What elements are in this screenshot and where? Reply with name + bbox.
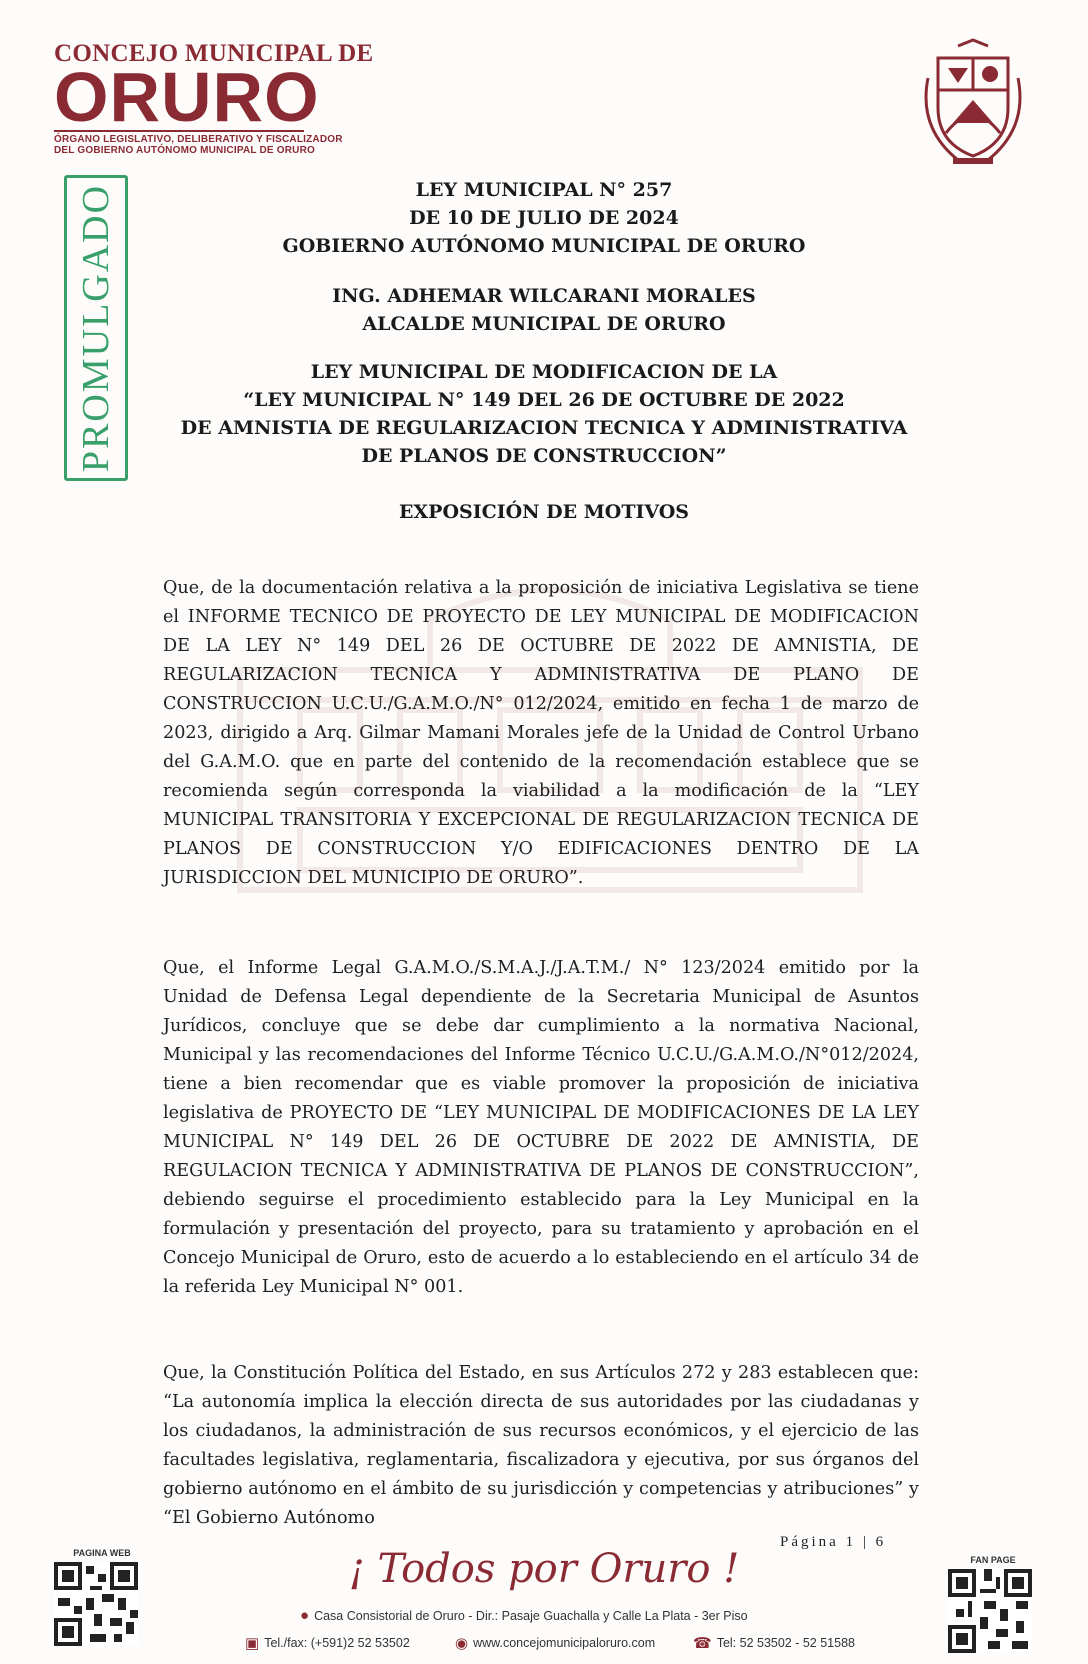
footer-telfax	[245, 1634, 410, 1652]
paragraph-1: Que, de la documentación relativa a la proposición de iniciativa Legislativa se tiene el INFORME TECNICO DE PROYECTO DE LEY MUNICIPAL DE MODIFICACION DE LA LEY N° 149 DEL 26 DE OCTUBRE DE 2022 DE AMNISTIA, DE REGULARIZACION TECNICA Y ADMINISTRATIVA DE PLANO DE CONSTRUCCION U.C.U./G.A.M.O./N° 012/2024, emitido en fecha 1 de marzo de 2023, dirigido a Arq. Gilmar Mamani Morales jefe de la Unidad de Control Urbano del G.A.M.O. que en parte del contenido de la recomendación establece que se recomienda según corresponda la viabilidad a la modificación de la “LEY MUNICIPAL TRANSITORIA Y EXCEPCIONAL DE REGULARIZACION TECNICA DE PLANOS DE CONSTRUCCION Y/O EDIFICACIONES DENTRO DE LA JURISDICCION DEL MUNICIPIO DE ORURO”.	[163, 577, 919, 888]
promulgated-stamp	[64, 175, 128, 481]
logo-council-name: CONCEJO MUNICIPAL DE	[54, 40, 374, 67]
subject-line-2: “LEY MUNICIPAL N° 149 DEL 26 DE OCTUBRE DE 2022	[243, 389, 845, 411]
paragraph-2: Que, el Informe Legal G.A.M.O./S.M.A.J./J.A.T.M./ N° 123/2024 emitido por la Unidad de Defensa Legal dependiente de la Secretaria Municipal de Asuntos Jurídicos, concluye que se debe dar cumplimiento a la normativa Nacional, Municipal y las recomendaciones del Informe Técnico U.C.U./G.A.M.O./N°012/2024, tiene a bien recomendar que es viable promover la proposición de iniciativa legislativa de PROYECTO DE “LEY MUNICIPAL DE MODIFICACIONES DE LA LEY MUNICIPAL N° 149 DEL 26 DE OCTUBRE DE 2022 DE AMNISTIA, DE REGULACION TECNICA Y ADMINISTRATIVA DE PLANOS DE CONSTRUCCION”, debiendo seguirse el procedimiento establecido para la Ley Municipal en la formulación y presentación del proyecto, para su tratamiento y aprobación en el Concejo Municipal de Oruro, esto de acuerdo a lo estableciendo en el artículo 34 de la referida Ley Municipal N° 001.	[163, 957, 919, 1297]
footer-address	[300, 1607, 748, 1624]
mayor-name: ING. ADHEMAR WILCARANI MORALES	[332, 285, 756, 307]
footer-website[interactable]	[455, 1634, 655, 1652]
website-link[interactable]: www.concejomunicipaloruro.com	[473, 1636, 656, 1650]
qr-code-web-icon[interactable]	[54, 1562, 138, 1646]
slogan: ¡ Todos por Oruro !	[348, 1546, 740, 1592]
telfax-text: Tel./fax: (+591)2 52 53502	[264, 1636, 410, 1650]
phone-icon: ☎	[693, 1635, 712, 1652]
address-text: Casa Consistorial de Oruro - Dir.: Pasaje Guachalla y Calle La Plata - 3er Piso	[314, 1608, 748, 1623]
subject-line-3: DE AMNISTIA DE REGULARIZACION TECNICA Y ADMINISTRATIVA	[180, 417, 908, 439]
subject-line-4: DE PLANOS DE CONSTRUCCION”	[361, 445, 727, 467]
section-title: EXPOSICIÓN DE MOTIVOS	[398, 501, 690, 523]
law-date: DE 10 DE JULIO DE 2024	[409, 207, 679, 229]
council-logo	[54, 40, 374, 156]
logo-city-name: ORURO	[54, 58, 320, 136]
qr-fanpage-label: FAN PAGE	[970, 1555, 1016, 1565]
phone-text: Tel: 52 53502 - 52 51588	[716, 1636, 855, 1650]
footer-phone	[693, 1634, 855, 1652]
mayor-title: ALCALDE MUNICIPAL DE ORURO	[362, 313, 726, 335]
globe-icon: ◉	[455, 1635, 469, 1652]
fax-icon: ▣	[245, 1635, 260, 1652]
paragraph-3: Que, la Constitución Política del Estado, en sus Artículos 272 y 283 establecen que: “La autonomía implica la elección directa de sus autoridades por las ciudadanas y los ciudadanos, la administración de sus recursos económicos, y el ejercicio de las facultades legislativa, reglamentaria, fiscalizadora y ejecutiva, por sus órganos del gobierno autónomo en el ámbito de su jurisdicción y competencias y atribuciones” y “El Gobierno Autónomo	[163, 1362, 919, 1528]
page-number: Página 1 | 6	[780, 1534, 887, 1550]
logo-tagline-2: DEL GOBIERNO AUTÓNOMO MUNICIPAL DE ORURO	[54, 145, 315, 156]
law-header	[150, 176, 938, 260]
location-pin-icon: ●	[300, 1607, 310, 1624]
stamp-text: PROMULGADO	[75, 183, 117, 473]
logo-tagline-1: ÓRGANO LEGISLATIVO, DELIBERATIVO Y FISCALIZADOR	[54, 130, 304, 145]
government-name: GOBIERNO AUTÓNOMO MUNICIPAL DE ORURO	[282, 235, 806, 257]
municipal-coat-of-arms-icon	[918, 38, 1028, 168]
qr-code-fanpage-icon[interactable]	[948, 1569, 1032, 1653]
law-subject	[150, 358, 938, 470]
mayor-block	[150, 282, 938, 338]
subject-line-1: LEY MUNICIPAL DE MODIFICACION DE LA	[310, 361, 778, 383]
qr-web-label: PAGINA WEB	[73, 1548, 131, 1558]
law-number: LEY MUNICIPAL N° 257	[415, 179, 673, 201]
